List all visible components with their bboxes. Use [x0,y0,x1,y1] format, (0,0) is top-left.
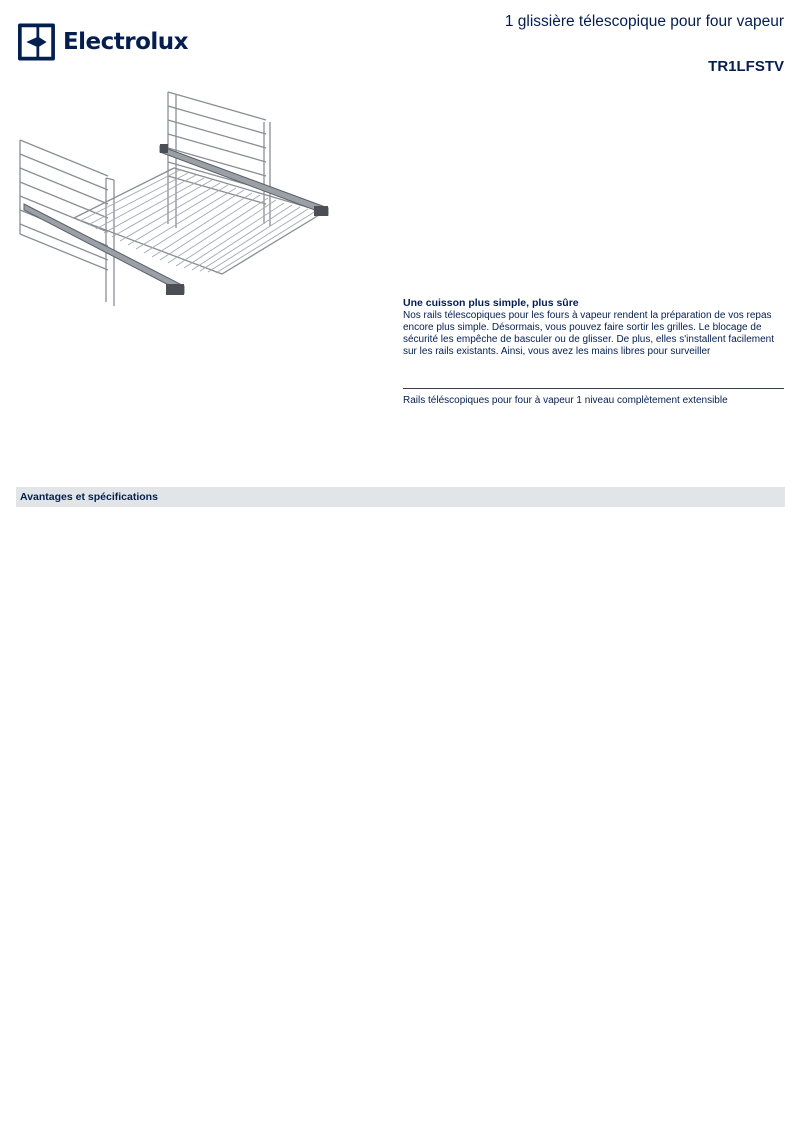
brand-name: Electrolux [62,29,188,55]
model-code: TR1LFSTV [708,58,784,75]
short-description: Rails téléscopiques pour four à vapeur 1 niveau complètement extensible [403,395,728,406]
feature-block [403,297,783,358]
electrolux-logo-icon [18,23,55,61]
feature-body: Nos rails télescopiques pour les fours à vapeur rendent la préparation de vos repas encore plus simple. Désormais, vous pouvez faire sortir les grilles. Le blocage de sécurité les empêche de basculer ou de glisser. De plus, elles s'installent facilement sur les rails existants. Ainsi, vous avez les mains libres pour surveiller [403,310,774,357]
section-header-bar [16,487,785,507]
feature-heading: Une cuisson plus simple, plus sûre [403,297,579,309]
document-title: 1 glissière télescopique pour four vapeur [504,13,784,30]
brand-logo [18,22,188,62]
divider [403,388,784,389]
oven-rack-rails-image [14,88,334,313]
section-title: Avantages et spécifications [20,491,158,503]
